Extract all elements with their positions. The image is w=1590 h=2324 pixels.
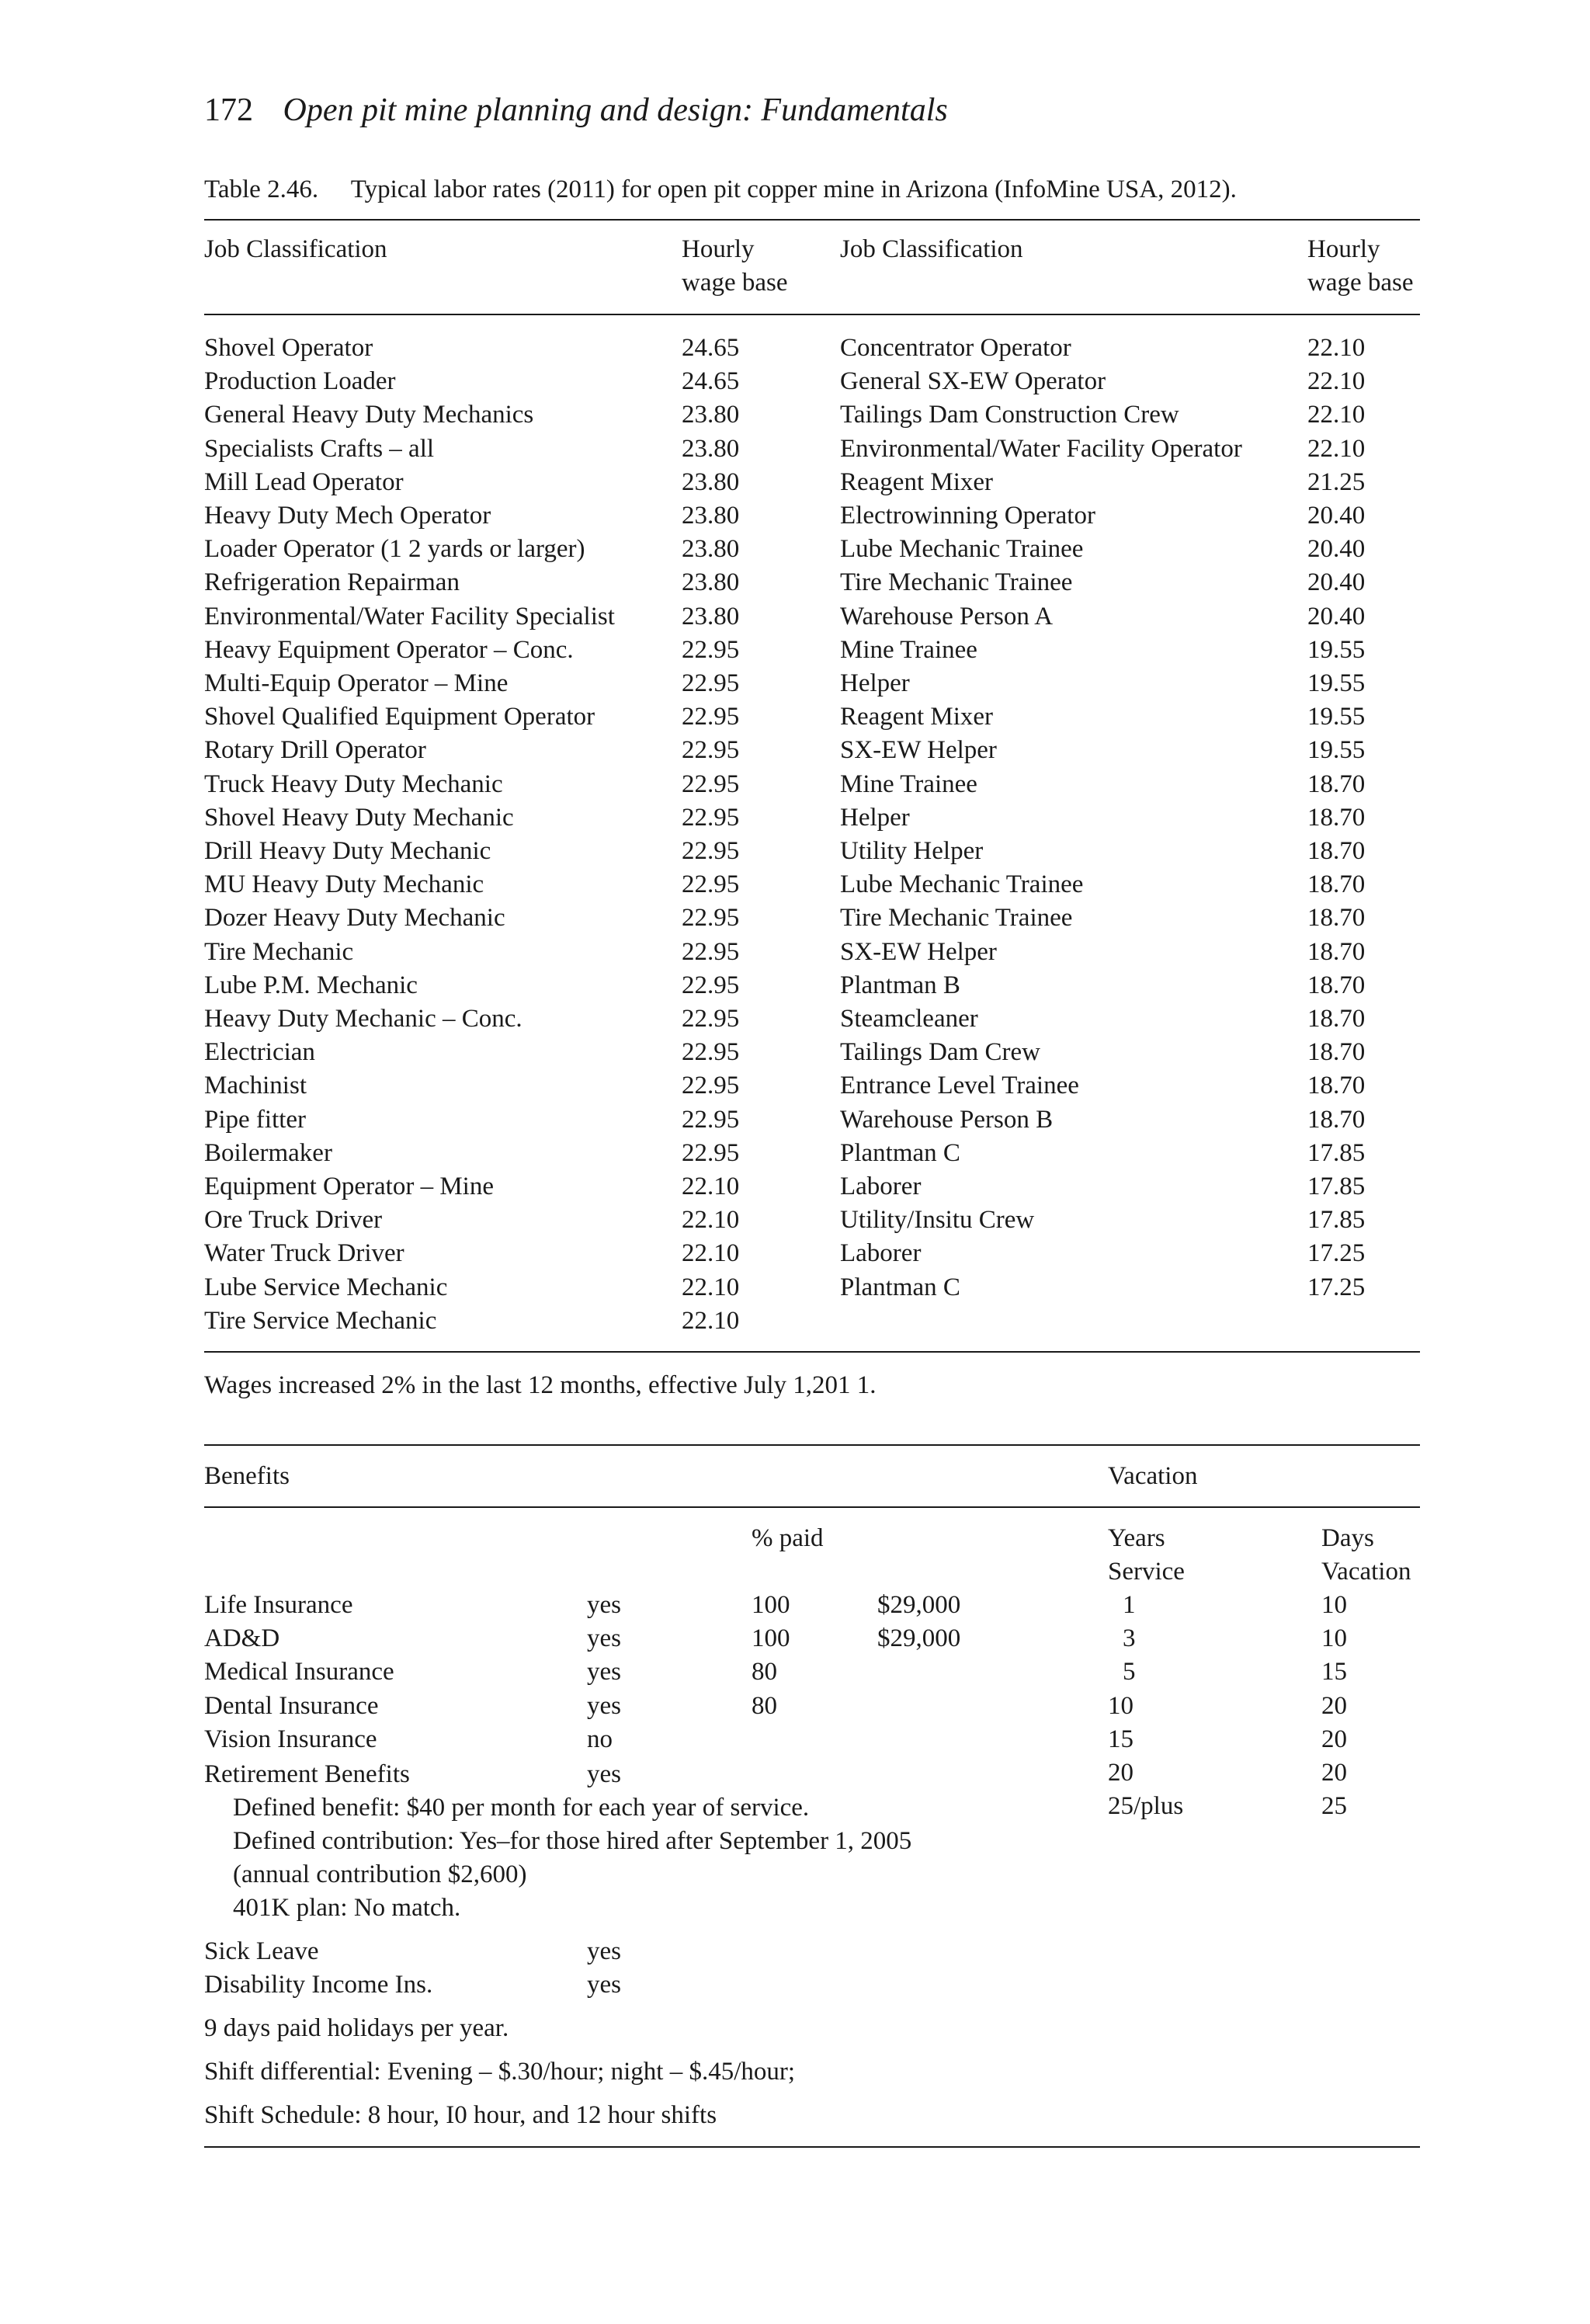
vacation-days: 20	[1321, 1759, 1347, 1787]
job-classification-cell: Mill Lead Operator	[204, 468, 404, 496]
benefit-status: yes	[587, 1624, 621, 1652]
job-classification-cell: Equipment Operator – Mine	[204, 1172, 494, 1200]
job-classification-cell: Plantman B	[840, 971, 960, 999]
hourly-wage-cell: 18.70	[1307, 804, 1366, 832]
job-classification-cell: Shovel Qualified Equipment Operator	[204, 703, 595, 731]
header-wage-right-1: Hourly	[1307, 235, 1380, 263]
hourly-wage-cell: 18.70	[1307, 938, 1366, 966]
benefit-status: no	[587, 1725, 613, 1753]
hourly-wage-cell: 23.80	[682, 568, 740, 596]
benefits-bottom-rule	[204, 2146, 1420, 2148]
hourly-wage-cell: 22.95	[682, 703, 740, 731]
job-classification-cell: Electrowinning Operator	[840, 502, 1095, 530]
hourly-wage-cell: 19.55	[1307, 736, 1366, 764]
retirement-detail: (annual contribution $2,600)	[233, 1860, 527, 1888]
benefit-name: Vision Insurance	[204, 1725, 377, 1753]
sick-leave-status: yes	[587, 1937, 621, 1965]
benefits-top-rule	[204, 1444, 1420, 1446]
job-classification-cell: Shovel Operator	[204, 334, 373, 362]
hourly-wage-cell: 22.95	[682, 1106, 740, 1134]
job-classification-cell: MU Heavy Duty Mechanic	[204, 870, 484, 898]
hourly-wage-cell: 22.10	[1307, 367, 1366, 395]
hourly-wage-cell: 22.95	[682, 904, 740, 932]
hourly-wage-cell: 23.80	[682, 435, 740, 463]
job-classification-cell: General Heavy Duty Mechanics	[204, 401, 534, 429]
job-classification-cell: Tire Mechanic	[204, 938, 354, 966]
hourly-wage-cell: 18.70	[1307, 770, 1366, 798]
wage-note: Wages increased 2% in the last 12 months, effective July 1,201 1.	[204, 1371, 877, 1399]
job-classification-cell: Reagent Mixer	[840, 703, 994, 731]
job-classification-cell: Plantman C	[840, 1139, 960, 1167]
sick-leave-label: Sick Leave	[204, 1937, 319, 1965]
hourly-wage-cell: 20.40	[1307, 502, 1366, 530]
hourly-wage-cell: 24.65	[682, 367, 740, 395]
header-wage-left-2: wage base	[682, 269, 788, 297]
table-number: Table 2.46.	[204, 175, 319, 203]
job-classification-cell: Lube Mechanic Trainee	[840, 870, 1084, 898]
hourly-wage-cell: 22.10	[1307, 401, 1366, 429]
hourly-wage-cell: 22.10	[682, 1273, 740, 1301]
hourly-wage-cell: 18.70	[1307, 837, 1366, 865]
shift-schedule-note: Shift Schedule: 8 hour, I0 hour, and 12 hour shifts	[204, 2101, 717, 2129]
page-number: 172	[204, 92, 253, 128]
job-classification-cell: Lube Mechanic Trainee	[840, 535, 1084, 563]
hourly-wage-cell: 22.95	[682, 736, 740, 764]
job-classification-cell: Rotary Drill Operator	[204, 736, 426, 764]
job-classification-cell: Laborer	[840, 1172, 922, 1200]
retirement-status: yes	[587, 1760, 621, 1788]
job-classification-cell: Tailings Dam Construction Crew	[840, 401, 1179, 429]
job-classification-cell: Shovel Heavy Duty Mechanic	[204, 804, 514, 832]
table-caption-text: Typical labor rates (2011) for open pit copper mine in Arizona (InfoMine USA, 2012).	[350, 175, 1237, 203]
job-classification-cell: Environmental/Water Facility Specialist	[204, 603, 615, 631]
job-classification-cell: Utility Helper	[840, 837, 984, 865]
hourly-wage-cell: 22.95	[682, 938, 740, 966]
shift-differential-note: Shift differential: Evening – $.30/hour; night – $.45/hour;	[204, 2058, 796, 2086]
job-classification-cell: Utility/Insitu Crew	[840, 1206, 1035, 1234]
vacation-days: 25	[1321, 1792, 1347, 1820]
hourly-wage-cell: 18.70	[1307, 870, 1366, 898]
job-classification-cell: Ore Truck Driver	[204, 1206, 383, 1234]
job-classification-cell: Lube Service Mechanic	[204, 1273, 448, 1301]
years-header-1: Years	[1108, 1524, 1165, 1552]
benefit-percent-paid: 80	[752, 1692, 777, 1720]
retirement-label: Retirement Benefits	[204, 1760, 410, 1788]
job-classification-cell: Tire Mechanic Trainee	[840, 904, 1073, 932]
table-top-rule	[204, 219, 1420, 221]
job-classification-cell: Helper	[840, 804, 910, 832]
hourly-wage-cell: 22.95	[682, 1038, 740, 1066]
hourly-wage-cell: 22.95	[682, 636, 740, 664]
hourly-wage-cell: 23.80	[682, 603, 740, 631]
hourly-wage-cell: 18.70	[1307, 1038, 1366, 1066]
hourly-wage-cell: 22.10	[682, 1206, 740, 1234]
job-classification-cell: Machinist	[204, 1072, 307, 1099]
job-classification-cell: Truck Heavy Duty Mechanic	[204, 770, 503, 798]
hourly-wage-cell: 19.55	[1307, 703, 1366, 731]
vacation-years-service: 3	[1123, 1624, 1136, 1652]
job-classification-cell: SX-EW Helper	[840, 736, 997, 764]
job-classification-cell: Warehouse Person A	[840, 603, 1054, 631]
disability-label: Disability Income Ins.	[204, 1971, 433, 1999]
benefit-name: Life Insurance	[204, 1591, 353, 1619]
header-job-left: Job Classification	[204, 235, 387, 263]
job-classification-cell: Environmental/Water Facility Operator	[840, 435, 1242, 463]
retirement-detail: Defined benefit: $40 per month for each year of service.	[233, 1794, 810, 1822]
benefit-amount: $29,000	[877, 1591, 961, 1619]
hourly-wage-cell: 22.10	[682, 1172, 740, 1200]
vacation-days: 15	[1321, 1658, 1347, 1686]
hourly-wage-cell: 23.80	[682, 468, 740, 496]
hourly-wage-cell: 18.70	[1307, 1072, 1366, 1099]
hourly-wage-cell: 22.95	[682, 1072, 740, 1099]
benefits-header-rule	[204, 1506, 1420, 1508]
hourly-wage-cell: 20.40	[1307, 603, 1366, 631]
hourly-wage-cell: 22.95	[682, 1139, 740, 1167]
pct-paid-header: % paid	[752, 1524, 824, 1552]
table-caption	[204, 175, 1237, 204]
hourly-wage-cell: 19.55	[1307, 636, 1366, 664]
hourly-wage-cell: 19.55	[1307, 669, 1366, 697]
running-title: Open pit mine planning and design: Fundamentals	[283, 92, 948, 128]
holidays-note: 9 days paid holidays per year.	[204, 2014, 509, 2042]
hourly-wage-cell: 20.40	[1307, 568, 1366, 596]
table-bottom-rule	[204, 1351, 1420, 1353]
job-classification-cell: Heavy Duty Mech Operator	[204, 502, 491, 530]
benefit-status: yes	[587, 1591, 621, 1619]
vacation-years-service: 25/plus	[1108, 1792, 1184, 1820]
hourly-wage-cell: 22.95	[682, 971, 740, 999]
vacation-years-service: 1	[1123, 1591, 1136, 1619]
years-header-2: Service	[1108, 1558, 1185, 1586]
hourly-wage-cell: 22.10	[682, 1239, 740, 1267]
job-classification-cell: Loader Operator (1 2 yards or larger)	[204, 535, 585, 563]
job-classification-cell: Tire Mechanic Trainee	[840, 568, 1073, 596]
hourly-wage-cell: 24.65	[682, 334, 740, 362]
days-header-2: Vacation	[1321, 1558, 1411, 1586]
disability-status: yes	[587, 1971, 621, 1999]
job-classification-cell: Multi-Equip Operator – Mine	[204, 669, 509, 697]
hourly-wage-cell: 22.95	[682, 1005, 740, 1033]
vacation-years-service: 10	[1108, 1692, 1133, 1720]
job-classification-cell: Reagent Mixer	[840, 468, 994, 496]
vacation-header: Vacation	[1108, 1462, 1198, 1490]
job-classification-cell: Mine Trainee	[840, 770, 977, 798]
vacation-days: 10	[1321, 1591, 1347, 1619]
hourly-wage-cell: 22.10	[1307, 334, 1366, 362]
job-classification-cell: Laborer	[840, 1239, 922, 1267]
hourly-wage-cell: 17.85	[1307, 1139, 1366, 1167]
days-header-1: Days	[1321, 1524, 1374, 1552]
hourly-wage-cell: 20.40	[1307, 535, 1366, 563]
job-classification-cell: SX-EW Helper	[840, 938, 997, 966]
benefit-name: AD&D	[204, 1624, 280, 1652]
job-classification-cell: Warehouse Person B	[840, 1106, 1054, 1134]
page-header	[204, 92, 948, 129]
job-classification-cell: Specialists Crafts – all	[204, 435, 435, 463]
benefit-name: Medical Insurance	[204, 1658, 394, 1686]
hourly-wage-cell: 22.10	[1307, 435, 1366, 463]
benefit-status: yes	[587, 1692, 621, 1720]
job-classification-cell: Plantman C	[840, 1273, 960, 1301]
vacation-days: 20	[1321, 1725, 1347, 1753]
header-rule	[204, 314, 1420, 315]
job-classification-cell: Electrician	[204, 1038, 315, 1066]
job-classification-cell: Tailings Dam Crew	[840, 1038, 1040, 1066]
hourly-wage-cell: 17.25	[1307, 1273, 1366, 1301]
hourly-wage-cell: 17.85	[1307, 1206, 1366, 1234]
job-classification-cell: Lube P.M. Mechanic	[204, 971, 418, 999]
header-wage-left-1: Hourly	[682, 235, 755, 263]
job-classification-cell: Water Truck Driver	[204, 1239, 404, 1267]
vacation-days: 10	[1321, 1624, 1347, 1652]
vacation-years-service: 15	[1108, 1725, 1133, 1753]
benefit-percent-paid: 100	[752, 1624, 790, 1652]
hourly-wage-cell: 22.95	[682, 804, 740, 832]
benefit-status: yes	[587, 1658, 621, 1686]
job-classification-cell: Helper	[840, 669, 910, 697]
benefit-percent-paid: 100	[752, 1591, 790, 1619]
hourly-wage-cell: 17.25	[1307, 1239, 1366, 1267]
hourly-wage-cell: 18.70	[1307, 971, 1366, 999]
vacation-years-service: 5	[1123, 1658, 1136, 1686]
hourly-wage-cell: 23.80	[682, 535, 740, 563]
job-classification-cell: Heavy Equipment Operator – Conc.	[204, 636, 574, 664]
job-classification-cell: Drill Heavy Duty Mechanic	[204, 837, 491, 865]
job-classification-cell: Steamcleaner	[840, 1005, 978, 1033]
hourly-wage-cell: 18.70	[1307, 1106, 1366, 1134]
job-classification-cell: Concentrator Operator	[840, 334, 1071, 362]
job-classification-cell: General SX-EW Operator	[840, 367, 1106, 395]
hourly-wage-cell: 22.95	[682, 837, 740, 865]
benefit-name: Dental Insurance	[204, 1692, 379, 1720]
job-classification-cell: Heavy Duty Mechanic – Conc.	[204, 1005, 522, 1033]
hourly-wage-cell: 23.80	[682, 502, 740, 530]
hourly-wage-cell: 18.70	[1307, 904, 1366, 932]
job-classification-cell: Pipe fitter	[204, 1106, 307, 1134]
vacation-days: 20	[1321, 1692, 1347, 1720]
job-classification-cell: Boilermaker	[204, 1139, 332, 1167]
job-classification-cell: Production Loader	[204, 367, 396, 395]
hourly-wage-cell: 17.85	[1307, 1172, 1366, 1200]
benefit-percent-paid: 80	[752, 1658, 777, 1686]
job-classification-cell: Dozer Heavy Duty Mechanic	[204, 904, 505, 932]
header-wage-right-2: wage base	[1307, 269, 1414, 297]
retirement-detail: 401K plan: No match.	[233, 1894, 461, 1922]
benefit-amount: $29,000	[877, 1624, 961, 1652]
hourly-wage-cell: 18.70	[1307, 1005, 1366, 1033]
job-classification-cell: Tire Service Mechanic	[204, 1307, 437, 1335]
header-job-right: Job Classification	[840, 235, 1023, 263]
hourly-wage-cell: 21.25	[1307, 468, 1366, 496]
benefits-header: Benefits	[204, 1462, 290, 1490]
retirement-detail: Defined contribution: Yes–for those hired after September 1, 2005	[233, 1827, 912, 1855]
job-classification-cell: Refrigeration Repairman	[204, 568, 460, 596]
hourly-wage-cell: 22.95	[682, 870, 740, 898]
hourly-wage-cell: 22.95	[682, 770, 740, 798]
hourly-wage-cell: 23.80	[682, 401, 740, 429]
hourly-wage-cell: 22.95	[682, 669, 740, 697]
vacation-years-service: 20	[1108, 1759, 1133, 1787]
job-classification-cell: Mine Trainee	[840, 636, 977, 664]
hourly-wage-cell: 22.10	[682, 1307, 740, 1335]
job-classification-cell: Entrance Level Trainee	[840, 1072, 1079, 1099]
